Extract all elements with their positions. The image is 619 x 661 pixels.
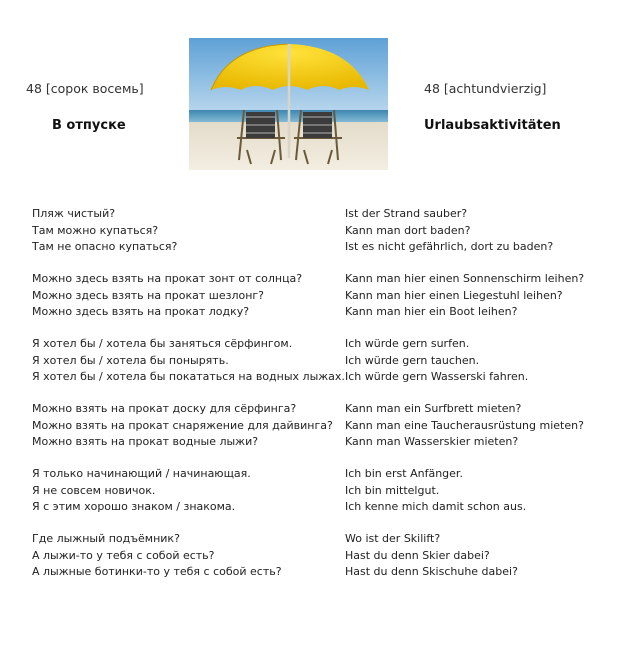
- russian-phrase: Можно здесь взять на прокат шезлонг?: [32, 288, 265, 302]
- phrase-row: [0, 531, 619, 548]
- russian-phrase: А лыжи-то у тебя с собой есть?: [32, 548, 215, 562]
- phrase-row: [0, 418, 619, 435]
- phrase-row: [0, 206, 619, 223]
- lesson-title-german: Urlaubsaktivitäten: [424, 118, 561, 133]
- russian-phrase: Я только начинающий / начинающая.: [32, 467, 251, 480]
- russian-phrase: Где лыжный подъёмник?: [32, 532, 180, 545]
- russian-phrase: Там можно купаться?: [32, 223, 159, 237]
- phrase-row: [0, 304, 619, 321]
- beach-umbrella-photo: [189, 38, 388, 170]
- russian-phrase: Можно здесь взять на прокат зонт от солнца?: [32, 272, 303, 285]
- german-phrase: Kann man dort baden?: [345, 223, 471, 237]
- german-phrase: Kann man hier einen Liegestuhl leihen?: [345, 288, 563, 302]
- russian-phrase: Можно здесь взять на прокат лодку?: [32, 305, 250, 318]
- phrase-group: [0, 206, 619, 256]
- phrase-group: [0, 271, 619, 321]
- lesson-number-german: 48 [achtundvierzig]: [424, 81, 547, 96]
- phrase-group: [0, 531, 619, 581]
- russian-phrase: Я хотел бы / хотела бы покататься на водных лыжах.: [32, 370, 345, 383]
- german-phrase: Ich würde gern Wasserski fahren.: [345, 370, 529, 383]
- phrase-group: [0, 336, 619, 386]
- phrase-row: [0, 239, 619, 256]
- german-phrase: Kann man hier ein Boot leihen?: [345, 305, 518, 318]
- phrase-row: [0, 288, 619, 305]
- russian-phrase: А лыжные ботинки-то у тебя с собой есть?: [32, 565, 282, 578]
- russian-phrase: Я хотел бы / хотела бы понырять.: [32, 353, 229, 367]
- russian-phrase: Я не совсем новичок.: [32, 483, 156, 497]
- russian-phrase: Там не опасно купаться?: [32, 240, 178, 253]
- russian-phrase: Я с этим хорошо знаком / знакома.: [32, 500, 236, 513]
- german-phrase: Ist es nicht gefährlich, dort zu baden?: [345, 240, 554, 253]
- lesson-number-russian: 48 [сорок восемь]: [26, 81, 144, 96]
- phrase-row: [0, 499, 619, 516]
- phrase-row: [0, 434, 619, 451]
- german-phrase: Ich kenne mich damit schon aus.: [345, 500, 527, 513]
- phrase-row: [0, 336, 619, 353]
- russian-phrase: Можно взять на прокат доску для сёрфинга?: [32, 402, 297, 415]
- german-phrase: Ist der Strand sauber?: [345, 207, 468, 220]
- german-phrase: Kann man ein Surfbrett mieten?: [345, 402, 522, 415]
- russian-phrase: Пляж чистый?: [32, 207, 116, 220]
- phrase-group: [0, 466, 619, 516]
- phrase-row: [0, 466, 619, 483]
- german-phrase: Hast du denn Skier dabei?: [345, 548, 490, 562]
- russian-phrase: Я хотел бы / хотела бы заняться сёрфингом.: [32, 337, 293, 350]
- german-phrase: Kann man hier einen Sonnenschirm leihen?: [345, 272, 585, 285]
- russian-phrase: Можно взять на прокат снаряжение для дайвинга?: [32, 418, 333, 432]
- russian-phrase: Можно взять на прокат водные лыжи?: [32, 435, 259, 448]
- phrase-row: [0, 564, 619, 581]
- german-phrase: Ich würde gern tauchen.: [345, 353, 480, 367]
- german-phrase: Ich bin mittelgut.: [345, 483, 440, 497]
- phrase-row: [0, 223, 619, 240]
- lesson-title-russian: В отпуске: [52, 118, 126, 133]
- german-phrase: Hast du denn Skischuhe dabei?: [345, 565, 518, 578]
- beach-scene-illustration: [189, 38, 388, 170]
- phrase-row: [0, 271, 619, 288]
- german-phrase: Ich bin erst Anfänger.: [345, 467, 463, 480]
- phrase-row: [0, 369, 619, 386]
- phrase-row: [0, 401, 619, 418]
- german-phrase: Kann man Wasserskier mieten?: [345, 435, 519, 448]
- german-phrase: Kann man eine Taucherausrüstung mieten?: [345, 418, 584, 432]
- phrase-group: [0, 401, 619, 451]
- phrase-row: [0, 548, 619, 565]
- phrase-row: [0, 353, 619, 370]
- german-phrase: Ich würde gern surfen.: [345, 337, 470, 350]
- german-phrase: Wo ist der Skilift?: [345, 532, 441, 545]
- phrase-row: [0, 483, 619, 500]
